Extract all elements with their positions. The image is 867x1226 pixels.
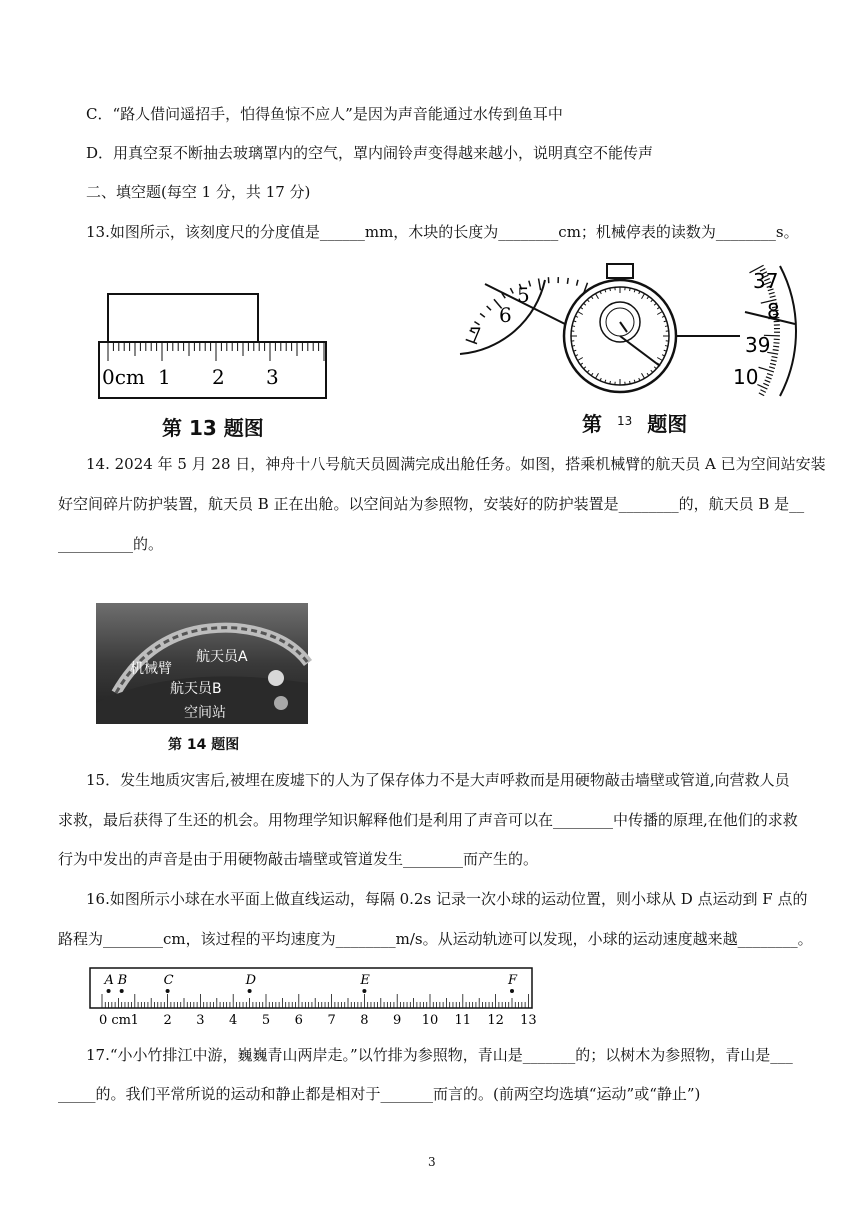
astronaut-a-shape	[268, 670, 284, 686]
ball-position-dot	[362, 989, 366, 993]
ball-position-dot	[166, 989, 170, 993]
large-dial-tick	[767, 374, 773, 376]
small-dial-label: 5	[517, 283, 530, 307]
section-heading: 二、填空题(每空 1 分，共 17 分)	[86, 183, 311, 201]
ruler-16-label: 10	[421, 1013, 439, 1028]
large-dial-tick	[763, 383, 769, 385]
ruler-16-label: 1	[130, 1013, 139, 1028]
label-robotic-arm: 机械臂	[130, 661, 172, 677]
large-dial-arc	[780, 266, 796, 396]
large-dial-tick	[773, 350, 779, 351]
ruler-16-label: 4	[229, 1013, 238, 1028]
large-dial-tick	[769, 367, 775, 369]
point-label: C	[163, 973, 174, 988]
point-label: E	[360, 973, 370, 988]
ruler-16-label: 11	[454, 1013, 472, 1028]
ruler-label: 2	[212, 365, 225, 389]
ruler-16-label: 5	[261, 1013, 271, 1028]
page-number: 3	[428, 1155, 436, 1169]
question-14-line1: 14. 2024 年 5 月 28 日，神舟十八号航天员圆满完成出舱任务。如图，搭乘机械臂的航天员 A 已为空间站安装	[86, 455, 826, 473]
large-dial-tick	[772, 357, 778, 358]
ball-position-dot	[510, 989, 514, 993]
question-17-line2: _____的。我们平常所说的运动和静止都是相对于_______而言的。(前两空均选填“运动”或“静止”)	[58, 1085, 701, 1103]
point-label: D	[245, 973, 257, 988]
ball-position-dot	[107, 989, 111, 993]
ruler-label: 3	[266, 365, 279, 389]
ruler-label: 0cm	[102, 365, 145, 389]
figure-14-caption: 第 14 题图	[168, 737, 240, 753]
figure-16-ruler	[88, 966, 548, 1028]
dial-tick	[487, 306, 491, 310]
ruler-16-label: 9	[393, 1013, 402, 1028]
small-dial-label: 7	[469, 323, 482, 347]
watch-tick	[610, 381, 611, 384]
large-dial-tick	[771, 360, 777, 361]
figure-13-ruler-caption: 第 13 题图	[162, 416, 264, 440]
small-dial-label: 6	[499, 303, 512, 327]
dial-tick	[567, 278, 568, 284]
ruler-16-label: 2	[163, 1013, 172, 1028]
watch-crown	[607, 264, 633, 278]
point-label: F	[508, 973, 518, 988]
dial-tick	[539, 278, 541, 290]
figure-13-stopwatch-caption	[582, 408, 687, 437]
caption-prefix: 第	[582, 412, 602, 436]
large-dial-tick	[759, 393, 764, 396]
large-dial-tick	[770, 296, 776, 298]
ruler-16-label: 13	[520, 1013, 537, 1028]
question-17-line1: 17.“小小竹排江中游，巍巍青山两岸走。”以竹排为参照物，青山是_______的；以树木为参照物，青山是___	[86, 1046, 793, 1064]
large-dial-tick	[773, 346, 779, 347]
option-d: D．用真空泵不断抽去玻璃罩内的空气，罩内闹铃声变得越来越小，说明真空不能传声	[86, 144, 654, 162]
ruler-label: 1	[158, 365, 171, 389]
dial-tick	[577, 280, 578, 286]
ruler-16-label: 3	[196, 1013, 205, 1028]
watch-tick	[630, 288, 631, 291]
label-astronaut-b: 航天员B	[170, 681, 222, 697]
large-dial-label: 8	[767, 299, 780, 323]
figure-13-stopwatch	[455, 262, 820, 402]
label-space-station: 空间站	[184, 705, 226, 721]
watch-tick	[610, 288, 611, 291]
question-14-line3: __________的。	[58, 535, 164, 553]
large-dial-tick	[760, 390, 765, 393]
ruler-16-label: 8	[360, 1013, 369, 1028]
figure-14-photo	[96, 603, 308, 724]
large-dial-tick	[757, 384, 767, 389]
figure-13-ruler	[98, 292, 328, 402]
question-14-line2: 好空间碎片防护装置，航天员 B 正在出舱。以空间站为参照物，安装好的防护装置是________的，航天员 B 是__	[58, 495, 805, 513]
wood-block	[108, 294, 258, 344]
ruler-16-label: 0 cm	[99, 1013, 132, 1028]
astronaut-b-shape	[274, 696, 288, 710]
large-dial-tick	[770, 363, 776, 364]
large-dial-tick	[773, 343, 779, 344]
large-dial-tick	[765, 380, 771, 382]
ruler-16-label: 6	[294, 1013, 303, 1028]
large-dial-label: 10	[733, 365, 759, 389]
dial-tick	[480, 314, 485, 318]
watch-tick	[572, 346, 575, 347]
ball-position-dot	[120, 989, 124, 993]
ruler-16-label: 12	[487, 1013, 504, 1028]
point-label: B	[117, 973, 128, 988]
question-16-line1: 16.如图所示小球在水平面上做直线运动，每隔 0.2s 记录一次小球的运动位置，则小球从 D 点运动到 F 点的	[86, 890, 808, 908]
caption-number: 13	[616, 414, 633, 428]
label-astronaut-a: 航天员A	[196, 649, 248, 665]
ball-position-dot	[248, 989, 252, 993]
ruler-16-label: 7	[327, 1013, 336, 1028]
watch-tick	[572, 326, 575, 327]
question-13: 13.如图所示，该刻度尺的分度值是______mm，木块的长度为________cm；机械停表的读数为________s。	[86, 223, 799, 241]
question-15-line2: 求救，最后获得了生还的机会。用物理学知识解释他们是利用了声音可以在________中传播的原理,在他们的求救	[58, 811, 798, 829]
option-c: C．“路人借问遥招手，怕得鱼惊不应人”是因为声音能通过水传到鱼耳中	[86, 105, 563, 123]
caption-suffix: 题图	[647, 412, 688, 436]
watch-tick	[665, 326, 668, 327]
dial-tick	[510, 288, 513, 293]
watch-tick	[630, 381, 631, 384]
large-dial-tick	[766, 377, 772, 379]
question-16-line2: 路程为________cm，该过程的平均速度为________m/s。从运动轨迹可以发现，小球的运动速度越来越________。	[58, 930, 813, 948]
question-15-line1: 15．发生地质灾害后,被埋在废墟下的人为了保存体力不是大声呼救而是用硬物敲击墙壁或管道,向营救人员	[86, 771, 790, 789]
point-label: A	[104, 973, 114, 988]
watch-tick	[665, 346, 668, 347]
large-dial-label: 37	[753, 269, 779, 293]
large-dial-label: 39	[745, 333, 771, 357]
question-15-line3: 行为中发出的声音是由于用硬物敲击墙壁或管道发生________而产生的。	[58, 850, 539, 868]
